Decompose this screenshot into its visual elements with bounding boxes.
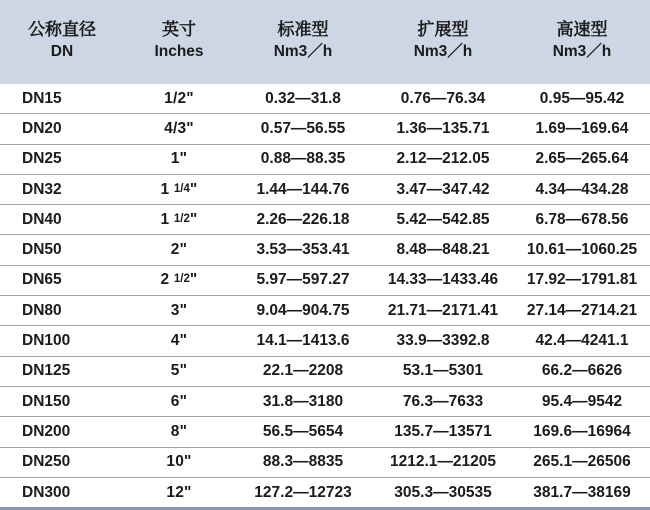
cell-inches — [124, 296, 234, 326]
inch-whole: 2 — [160, 271, 170, 289]
inch-unit: " — [186, 89, 194, 107]
inch-unit: " — [179, 301, 188, 319]
cell-highspeed: 265.1—26506 — [514, 447, 650, 477]
cell-extended: 33.9—3392.8 — [372, 326, 514, 356]
cell-extended: 53.1—5301 — [372, 356, 514, 386]
column-header-highspeed-line2: Nm3／h — [552, 43, 612, 60]
inch-unit: " — [189, 210, 198, 228]
column-header-highspeed-line1: 高速型 — [556, 20, 608, 40]
table-row — [0, 356, 650, 386]
table-row — [0, 477, 650, 507]
table-header — [0, 0, 650, 84]
cell-extended: 3.47—347.42 — [372, 174, 514, 204]
cell-highspeed: 2.65—265.64 — [514, 144, 650, 174]
cell-highspeed: 0.95—95.42 — [514, 84, 650, 114]
inch-whole: 1 — [160, 180, 170, 198]
cell-highspeed: 27.14—2714.21 — [514, 296, 650, 326]
cell-standard: 1.44—144.76 — [234, 174, 372, 204]
cell-dn: DN125 — [0, 356, 124, 386]
cell-dn: DN100 — [0, 326, 124, 356]
column-header-extended — [372, 0, 514, 84]
cell-dn: DN32 — [0, 174, 124, 204]
cell-inches — [124, 265, 234, 295]
inch-whole: 2 — [170, 241, 180, 259]
cell-dn: DN150 — [0, 386, 124, 416]
inch-unit: " — [184, 483, 192, 501]
inch-whole: 4/3 — [164, 119, 187, 137]
cell-inches — [124, 386, 234, 416]
table-row — [0, 235, 650, 265]
table-row — [0, 447, 650, 477]
cell-dn: DN15 — [0, 84, 124, 114]
table-row — [0, 114, 650, 144]
inch-fraction: 1/2 — [173, 212, 190, 225]
cell-standard: 0.32—31.8 — [234, 84, 372, 114]
table-row — [0, 265, 650, 295]
cell-inches — [124, 326, 234, 356]
table-row — [0, 144, 650, 174]
cell-inches — [124, 417, 234, 447]
inch-unit: " — [186, 119, 194, 137]
cell-inches — [124, 205, 234, 235]
inch-whole: 8 — [170, 422, 180, 440]
cell-extended: 21.71—2171.41 — [372, 296, 514, 326]
table-row — [0, 326, 650, 356]
column-header-highspeed — [514, 0, 650, 84]
cell-dn: DN65 — [0, 265, 124, 295]
cell-highspeed: 381.7—38169 — [533, 483, 631, 501]
cell-dn: DN250 — [0, 447, 124, 477]
column-header-standard-line1: 标准型 — [277, 20, 329, 40]
cell-extended: 76.3—7633 — [372, 386, 514, 416]
cell-extended: 0.76—76.34 — [372, 84, 514, 114]
cell-highspeed: 17.92—1791.81 — [514, 265, 650, 295]
inch-whole: 1 — [160, 210, 170, 228]
cell-inches — [124, 356, 234, 386]
table-row — [0, 205, 650, 235]
inch-whole: 10 — [166, 453, 185, 471]
cell-extended: 2.12—212.05 — [372, 144, 514, 174]
cell-extended: 135.7—13571 — [372, 417, 514, 447]
cell-standard: 22.1—2208 — [234, 356, 372, 386]
table-body — [0, 84, 650, 507]
inch-unit: " — [179, 422, 188, 440]
cell-standard: 2.26—226.18 — [234, 205, 372, 235]
inch-whole: 1 — [170, 150, 180, 168]
cell-dn: DN200 — [0, 417, 124, 447]
inch-unit: " — [179, 241, 188, 259]
cell-standard: 88.3—8835 — [234, 447, 372, 477]
inch-fraction: 1/2 — [173, 273, 190, 286]
cell-inches — [124, 477, 234, 507]
cell-inches — [124, 235, 234, 265]
inch-unit: " — [179, 392, 188, 410]
cell-dn: DN40 — [0, 205, 124, 235]
cell-standard: 14.1—1413.6 — [234, 326, 372, 356]
header-row — [0, 0, 650, 84]
cell-dn: DN300 — [22, 483, 71, 501]
inch-whole: 12 — [166, 483, 185, 501]
cell-highspeed: 169.6—16964 — [514, 417, 650, 447]
cell-inches — [124, 84, 234, 114]
cell-extended: 14.33—1433.46 — [372, 265, 514, 295]
cell-highspeed: 4.34—434.28 — [514, 174, 650, 204]
cell-highspeed: 10.61—1060.25 — [514, 235, 650, 265]
cell-standard: 56.5—5654 — [234, 417, 372, 447]
cell-inches — [124, 144, 234, 174]
cell-standard: 5.97—597.27 — [234, 265, 372, 295]
column-header-dn-line1: 公称直径 — [28, 20, 96, 40]
cell-highspeed: 66.2—6626 — [514, 356, 650, 386]
cell-inches — [124, 114, 234, 144]
column-header-standard-line2: Nm3／h — [273, 43, 333, 60]
inch-unit: " — [189, 180, 198, 198]
inch-unit: " — [184, 453, 192, 471]
column-header-inches-line1: 英寸 — [162, 20, 196, 40]
inch-whole: 5 — [170, 362, 180, 380]
cell-standard: 0.88—88.35 — [234, 144, 372, 174]
table-row — [0, 296, 650, 326]
table-row — [0, 174, 650, 204]
inch-unit: " — [179, 362, 188, 380]
inch-whole: 4 — [170, 332, 180, 350]
inch-unit: " — [179, 332, 188, 350]
cell-standard: 127.2—12723 — [254, 483, 352, 501]
cell-dn: DN50 — [0, 235, 124, 265]
cell-highspeed: 42.4—4241.1 — [514, 326, 650, 356]
cell-extended: 5.42—542.85 — [372, 205, 514, 235]
cell-inches — [124, 174, 234, 204]
inch-whole: 1/2 — [164, 89, 187, 107]
table-row — [0, 417, 650, 447]
table-row — [0, 84, 650, 114]
cell-inches — [124, 447, 234, 477]
cell-standard: 3.53—353.41 — [234, 235, 372, 265]
cell-standard: 31.8—3180 — [234, 386, 372, 416]
cell-highspeed: 95.4—9542 — [514, 386, 650, 416]
inch-unit: " — [189, 271, 198, 289]
cell-standard: 0.57—56.55 — [234, 114, 372, 144]
column-header-dn — [0, 0, 124, 84]
column-header-extended-line2: Nm3／h — [413, 43, 473, 60]
table-row — [0, 386, 650, 416]
column-header-extended-line1: 扩展型 — [417, 20, 469, 40]
inch-fraction: 1/4 — [173, 182, 190, 195]
cell-highspeed: 1.69—169.64 — [514, 114, 650, 144]
column-header-inches — [124, 0, 234, 84]
cell-dn: DN80 — [0, 296, 124, 326]
inch-unit: " — [179, 150, 188, 168]
column-header-inches-line2: Inches — [154, 43, 204, 60]
cell-highspeed: 6.78—678.56 — [514, 205, 650, 235]
cell-standard: 9.04—904.75 — [234, 296, 372, 326]
column-header-standard — [234, 0, 372, 84]
cell-extended: 305.3—30535 — [394, 483, 492, 501]
cell-extended: 1.36—135.71 — [372, 114, 514, 144]
cell-dn: DN25 — [0, 144, 124, 174]
cell-dn: DN20 — [0, 114, 124, 144]
inch-whole: 3 — [170, 301, 180, 319]
column-header-dn-line2: DN — [50, 43, 74, 60]
cell-extended: 8.48—848.21 — [372, 235, 514, 265]
inch-whole: 6 — [170, 392, 180, 410]
cell-extended: 1212.1—21205 — [372, 447, 514, 477]
